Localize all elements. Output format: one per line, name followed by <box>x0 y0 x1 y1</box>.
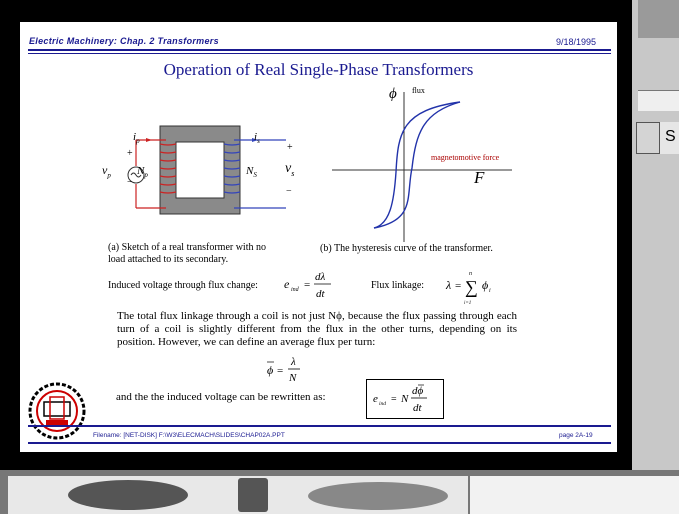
svg-text:dλ: dλ <box>315 271 326 283</box>
hysteresis-branch-up <box>374 102 460 228</box>
minus-primary: − <box>127 177 133 188</box>
footer-rule <box>28 442 611 444</box>
svg-text:dt: dt <box>316 288 325 300</box>
eq2-label: Flux linkage: <box>371 280 425 291</box>
header-rule <box>28 49 611 51</box>
rewrite-text: and the the induced voltage can be rewritten as: <box>116 391 326 403</box>
background-field <box>638 90 679 111</box>
photo-shape <box>238 478 268 512</box>
label-ns: $N_S$ <box>246 165 257 180</box>
svg-text:ϕ: ϕ <box>267 363 274 377</box>
label-vs: $v_s$ <box>285 161 295 178</box>
photo-shape <box>308 482 448 510</box>
label-np: $N_p$ <box>137 165 148 180</box>
explanation-paragraph: The total flux linkage through a coil is not just Nϕ, because the flux passing through each turn of a coil is slightly different from the flux in the other turns, depending on its position. However, we can define an average flux per turn: <box>117 310 517 348</box>
svg-text:e: e <box>373 393 378 405</box>
label-vp: $v_p$ <box>102 163 111 180</box>
eq1-label: Induced voltage through flux change: <box>108 280 258 291</box>
slide-date: 9/18/1995 <box>556 37 597 47</box>
footer-filename: Filename: [NET-DISK] F:\W3\ELECMACH\SLIDES\CHAP02A.PPT <box>93 432 285 439</box>
svg-text:λ: λ <box>291 356 296 368</box>
svg-text:dϕ: dϕ <box>412 385 424 397</box>
svg-text:i=1: i=1 <box>464 301 472 306</box>
header-rule <box>28 53 611 54</box>
mmf-label: magnetomotive force <box>431 153 500 162</box>
average-flux-equation <box>267 353 307 387</box>
flux-label: flux <box>412 86 425 95</box>
plus-secondary: + <box>287 142 293 153</box>
phi-axis-label: ϕ <box>389 86 397 102</box>
svg-text:n: n <box>469 271 472 277</box>
transformer-diagram <box>100 122 300 222</box>
core-window <box>176 142 224 198</box>
background-photo-strip <box>0 470 679 514</box>
svg-text:=: = <box>277 365 284 377</box>
background-photo <box>8 476 468 514</box>
flux-linkage-equation <box>445 266 505 306</box>
course-header: Electric Machinery: Chap. 2 Transformers <box>29 36 219 46</box>
svg-text:N: N <box>401 393 409 405</box>
background-toolbar <box>638 0 679 38</box>
caption-a: (a) Sketch of a real transformer with no load attached to its secondary. <box>108 242 266 265</box>
svg-text:i: i <box>489 288 491 294</box>
slide-title: Operation of Real Single-Phase Transformers <box>163 60 474 79</box>
label-ip: $i_p$ <box>133 131 140 146</box>
svg-text:ind: ind <box>379 401 387 407</box>
svg-text:=: = <box>304 279 311 291</box>
svg-text:λ: λ <box>446 278 452 292</box>
svg-text:dt: dt <box>413 402 422 414</box>
minus-secondary: − <box>286 186 292 197</box>
svg-text:=: = <box>455 280 462 292</box>
induced-voltage-equation <box>282 268 342 302</box>
slide <box>20 22 617 452</box>
caption-b: (b) The hysteresis curve of the transformer. <box>320 243 493 254</box>
footer-page-number: page 2A-19 <box>559 432 593 439</box>
svg-text:ind: ind <box>291 287 299 293</box>
hysteresis-curve <box>332 92 522 242</box>
current-arrow-icon <box>146 138 152 142</box>
label-is: $i_s$ <box>254 131 260 146</box>
photo-shape <box>68 480 188 510</box>
hysteresis-branch-down <box>374 102 460 228</box>
background-photo <box>470 476 679 514</box>
university-logo <box>28 382 86 440</box>
induced-voltage-box <box>366 379 444 419</box>
background-window <box>632 0 679 514</box>
svg-text:∑: ∑ <box>465 277 478 297</box>
footer-rule <box>28 425 611 427</box>
background-button-s[interactable]: S <box>659 122 679 154</box>
rewritten-equation <box>371 382 439 416</box>
svg-text:e: e <box>284 277 290 291</box>
F-axis-label: F <box>474 168 485 187</box>
svg-text:ϕ: ϕ <box>482 278 489 292</box>
svg-text:N: N <box>289 372 297 384</box>
svg-text:=: = <box>391 394 397 405</box>
plus-primary: + <box>127 148 133 159</box>
